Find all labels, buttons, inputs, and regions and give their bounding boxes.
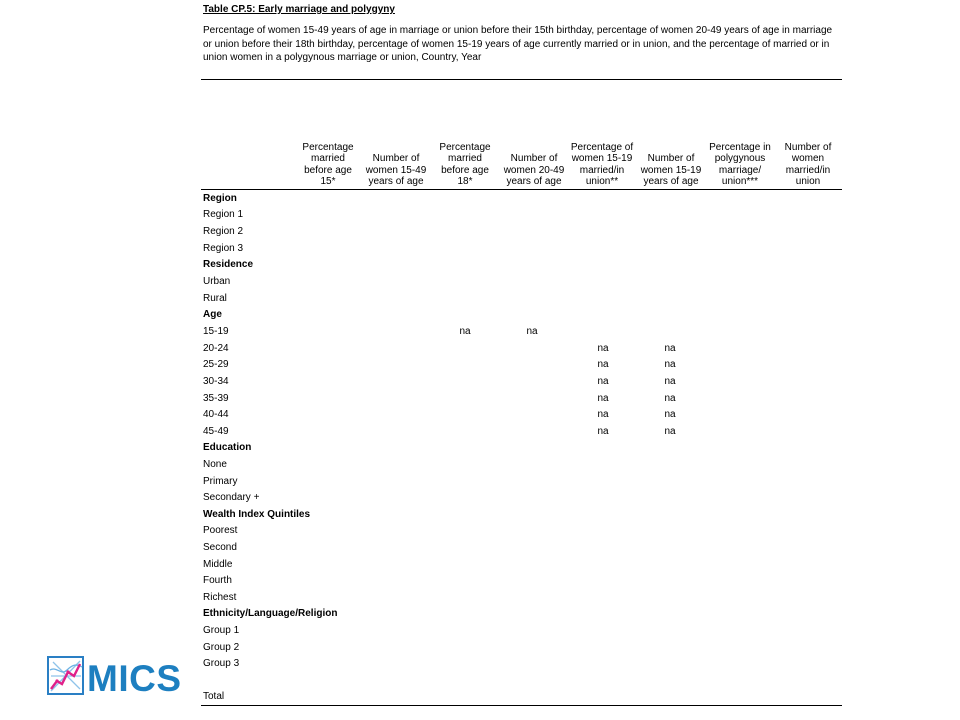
section-ethnicity: Ethnicity/Language/Religion — [203, 608, 338, 619]
row-label-age-35-39: 35-39 — [203, 393, 229, 404]
col-header-num-women-15-19: Number of women 15-19 years of age — [640, 153, 702, 188]
col-header-num-women-married: Number of women married/in union — [784, 141, 832, 188]
bottom-divider — [201, 705, 842, 706]
row-label-group-1: Group 1 — [203, 625, 240, 636]
section-education: Education — [203, 442, 252, 453]
col-header-pct-married-15: Percentage married before age 15* — [302, 141, 354, 188]
cell-na: na — [664, 343, 676, 354]
cell-na: na — [664, 376, 676, 387]
mics-chart-icon — [47, 656, 85, 696]
row-label-age-25-29: 25-29 — [203, 359, 229, 370]
cell-na: na — [597, 376, 609, 387]
row-label-richest: Richest — [203, 592, 237, 603]
cell-na: na — [459, 326, 471, 337]
col-header-pct-polygynous: Percentage in polygynous marriage/ union*** — [709, 141, 771, 188]
cell-na: na — [664, 359, 676, 370]
row-label-region-1: Region 1 — [203, 209, 244, 220]
cell-na: na — [597, 343, 609, 354]
row-label-urban: Urban — [203, 276, 231, 287]
row-label-total: Total — [203, 691, 225, 702]
section-wealth: Wealth Index Quintiles — [203, 509, 311, 520]
row-label-age-45-49: 45-49 — [203, 426, 229, 437]
top-divider — [201, 79, 842, 80]
cell-na: na — [526, 326, 538, 337]
cell-na: na — [597, 393, 609, 404]
row-label-group-3: Group 3 — [203, 658, 240, 669]
mics-logo — [47, 656, 187, 702]
row-label-primary: Primary — [203, 476, 238, 487]
section-residence: Residence — [203, 259, 254, 270]
row-label-age-20-24: 20-24 — [203, 343, 229, 354]
header-divider — [201, 189, 842, 190]
row-label-region-3: Region 3 — [203, 243, 244, 254]
cell-na: na — [664, 393, 676, 404]
cell-na: na — [597, 359, 609, 370]
row-label-middle: Middle — [203, 559, 233, 570]
col-header-pct-married-18: Percentage married before age 18* — [439, 141, 491, 188]
row-label-age-15-19: 15-19 — [203, 326, 229, 337]
section-region: Region — [203, 193, 237, 204]
row-label-rural: Rural — [203, 293, 227, 304]
section-age: Age — [203, 309, 222, 320]
row-label-fourth: Fourth — [203, 575, 232, 586]
table-description: Percentage of women 15-49 years of age in marriage or union before their 15th birthday, percentage of women 20-49 years of age in marriage or union before their 18th birthday, percentage of women 15-19 years of age currently married or in union, and the percentage of married or in union women in a polygynous marriage or union, Country, Year — [203, 25, 833, 64]
row-label-secondary: Secondary + — [203, 492, 260, 503]
row-label-region-2: Region 2 — [203, 226, 244, 237]
col-header-num-women-15-49: Number of women 15-49 years of age — [365, 153, 427, 188]
col-header-num-women-20-49: Number of women 20-49 years of age — [503, 153, 565, 188]
cell-na: na — [664, 409, 676, 420]
col-header-pct-women-15-19-married: Percentage of women 15-19 married/in union** — [570, 141, 634, 188]
row-label-none: None — [203, 459, 227, 470]
row-label-group-2: Group 2 — [203, 642, 240, 653]
cell-na: na — [597, 409, 609, 420]
row-label-poorest: Poorest — [203, 525, 238, 536]
cell-na: na — [597, 426, 609, 437]
table-title: Table CP.5: Early marriage and polygyny — [203, 4, 395, 15]
row-label-second: Second — [203, 542, 237, 553]
cell-na: na — [664, 426, 676, 437]
mics-logo-text: MICS — [87, 658, 182, 699]
row-label-age-30-34: 30-34 — [203, 376, 229, 387]
row-label-age-40-44: 40-44 — [203, 409, 229, 420]
